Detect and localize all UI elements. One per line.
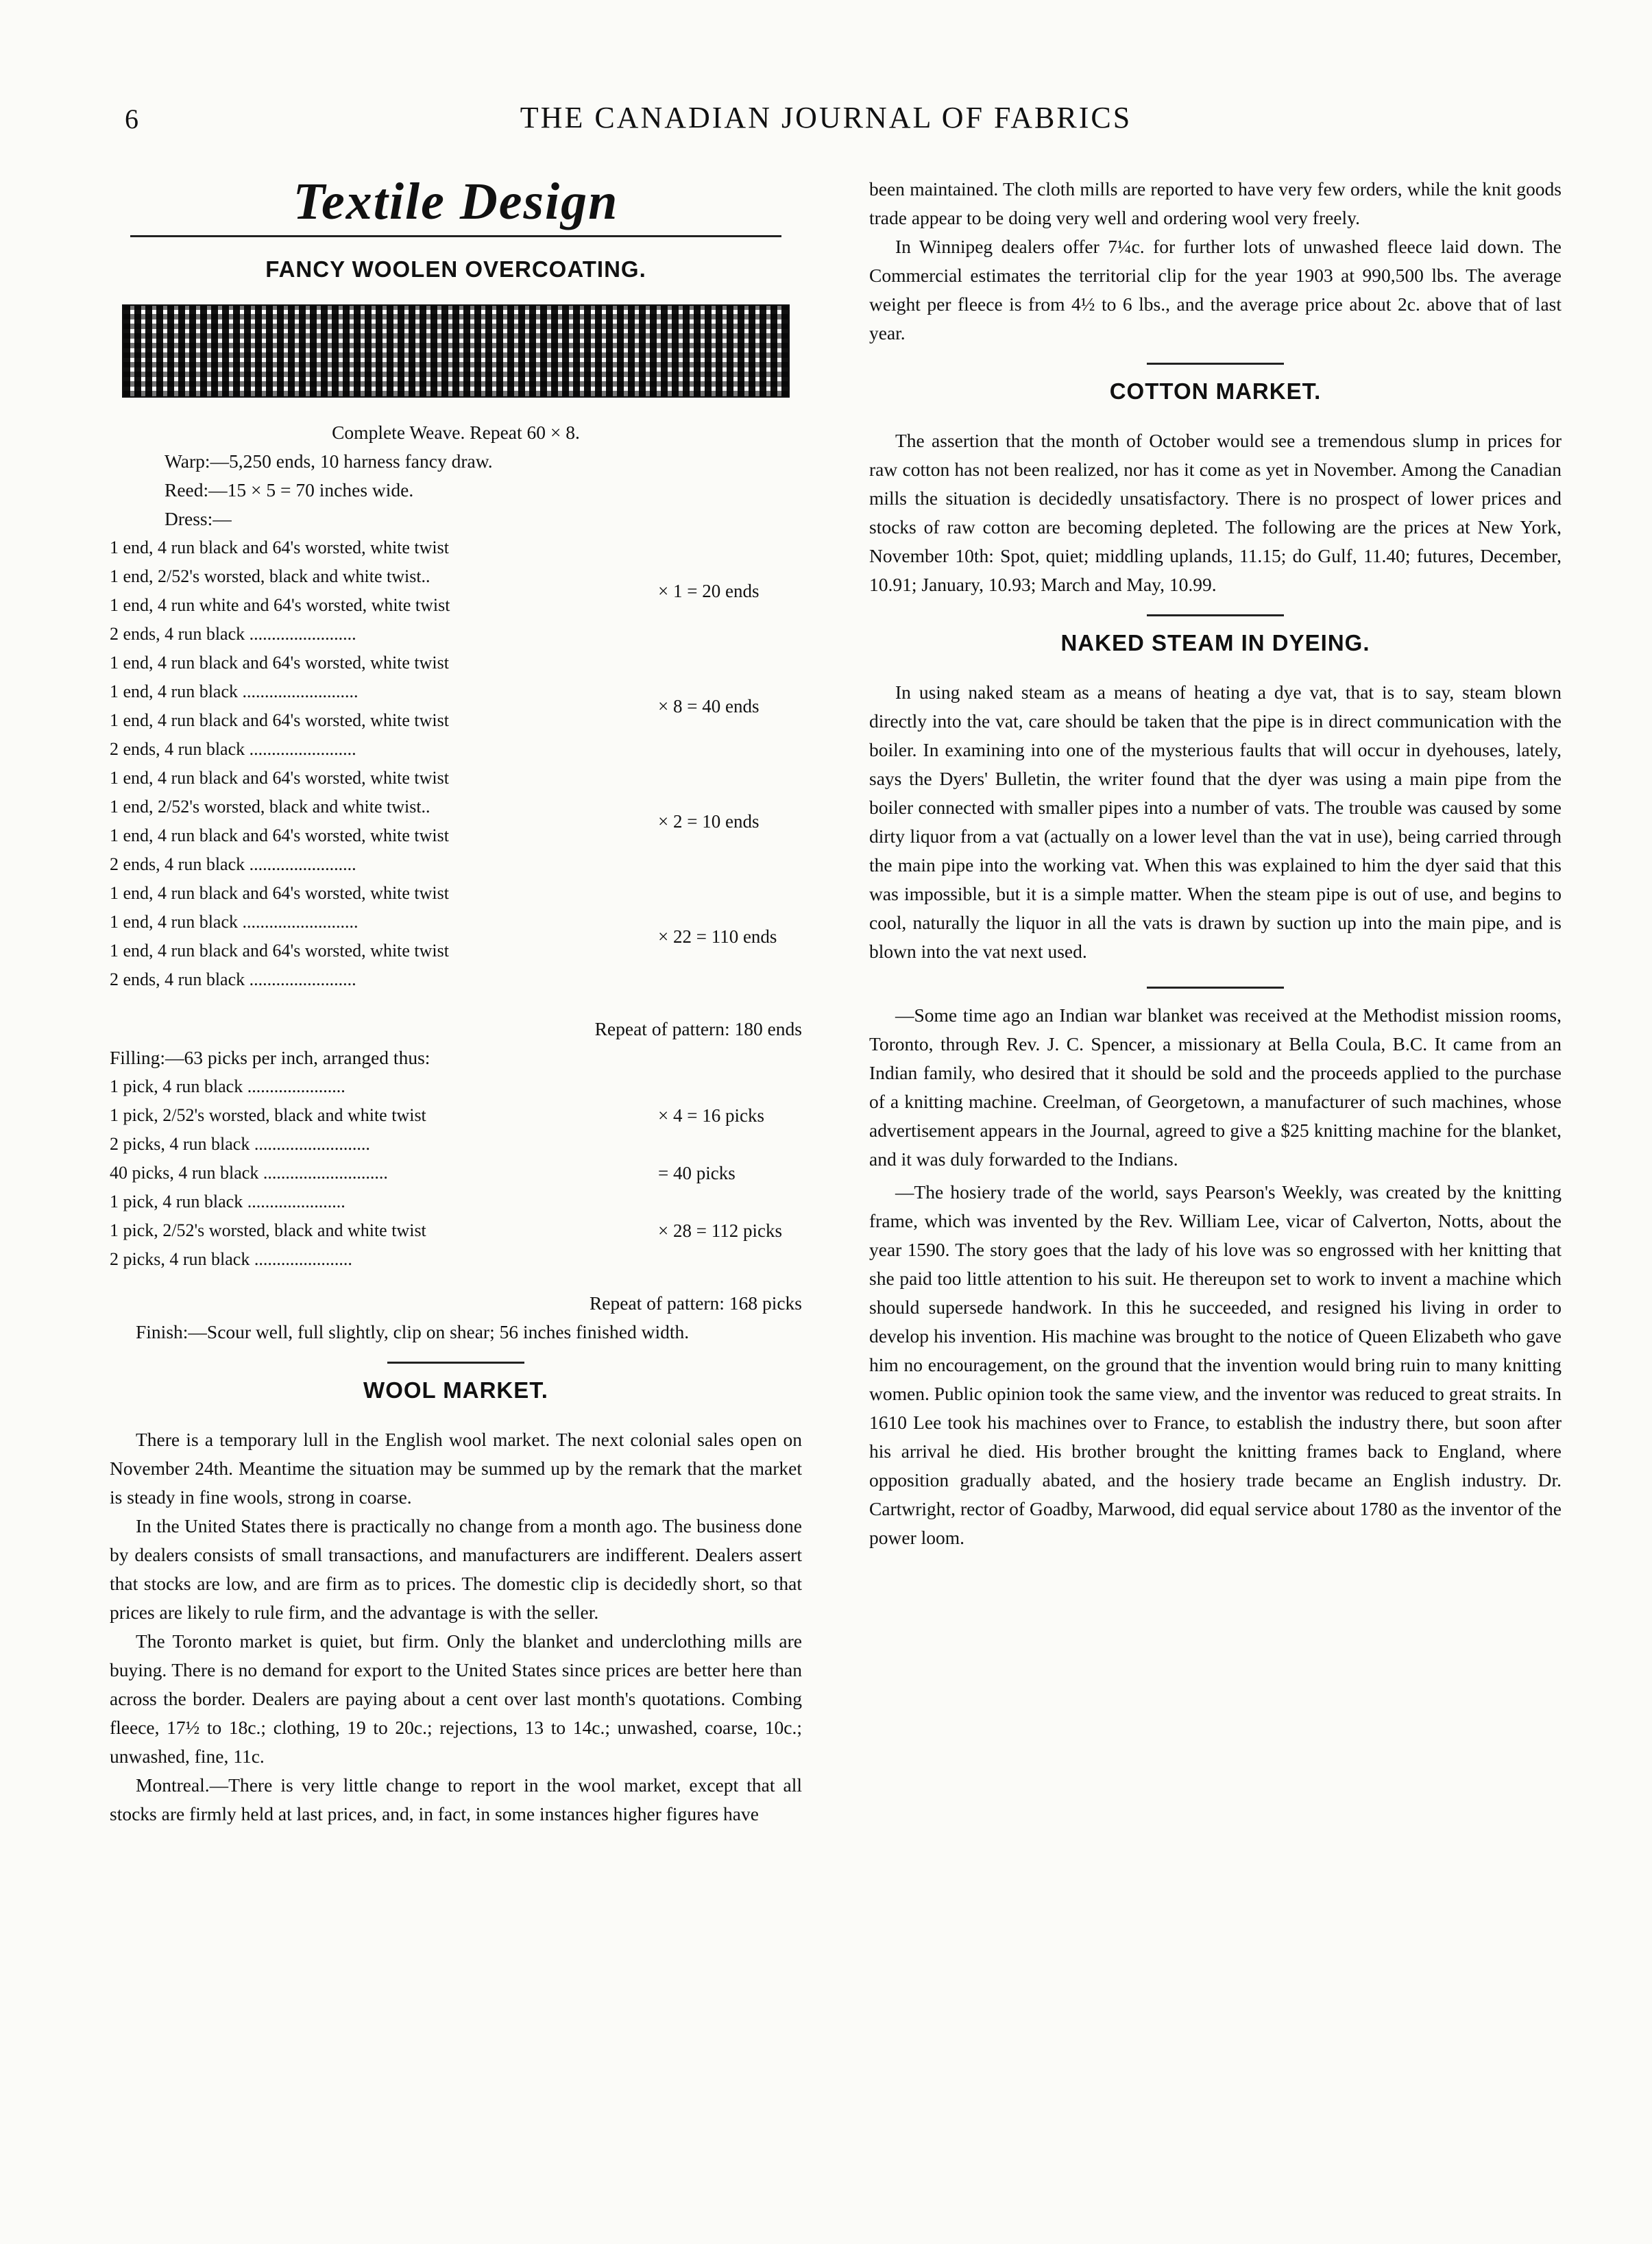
continued-paragraph: In Winnipeg dealers offer 7¼c. for further lots of unwashed fleece laid down. The Commercial estimates the territorial clip for the year 1903 at 990,500 lbs. The average weight per fleece is from 4½ to 6 lbs., and the average price about 2c. above that of last year. <box>869 236 1562 343</box>
notes-rule <box>1147 987 1284 989</box>
pattern-multiplier: × 1 = 20 ends <box>658 581 760 601</box>
wool-paragraph: Montreal.—There is very little change to report in the wool market, except that all stocks are firmly held at last prices, and, in fact, in some instances higher figures have <box>110 1774 802 1824</box>
pattern-line: 1 end, 2/52's worsted, black and white twist.. <box>110 566 430 586</box>
pattern-line: 2 picks, 4 run black .......................... <box>110 1134 370 1154</box>
pattern-multiplier: = 40 picks <box>658 1163 736 1183</box>
pattern-multiplier: × 22 = 110 ends <box>658 926 777 947</box>
overcoating-title: FANCY WOOLEN OVERCOATING. <box>265 256 646 282</box>
pattern-line: 40 picks, 4 run black ............................ <box>110 1163 388 1183</box>
steam-paragraph: In using naked steam as a means of heating a dye vat, that is to say, steam blown directly into the vat, care should be taken that the pipe is in direct communication with the boiler. In examining into one of the mysterious faults that will occur in dyehouses, lately, says the Dyers' Bulletin, the writer found that the dyer was using a main pipe from the boiler connected with smaller pipes into a number of vats. The trouble was caused by some dirty liquor from a vat (actually on a lower level than the vat in use), being carried through the main pipe into the working vat. When this was explained to him the dyer said that this was impossible, but it is a simple matter. When the steam pipe is out of use, and begins to cool, naturally the liquor in all the vats is drawn by suction up into the main pipe, and is blown into the vat next used. <box>869 681 1562 962</box>
pattern-line: 1 end, 4 run black and 64's worsted, white twist <box>110 710 449 730</box>
pattern-group <box>110 649 802 764</box>
warp-line: Warp:—5,250 ends, 10 harness fancy draw. <box>165 450 493 472</box>
pattern-line: 1 pick, 4 run black ...................... <box>110 1192 345 1211</box>
left-column <box>110 175 802 1829</box>
pattern-group <box>110 1187 802 1274</box>
weave-diagram <box>122 304 790 398</box>
weave-line: Complete Weave. Repeat 60 × 8. <box>332 422 580 443</box>
filling-groups <box>110 1072 802 1274</box>
note-paragraph: —The hosiery trade of the world, says Pearson's Weekly, was created by the knitting frame, which was invented by the Rev. William Lee, vicar of Calverton, Notts, about the year 1590. The story goes that the lady of his love was so engrossed with her knitting that she paid too little attention to his suit. He thereupon set to work to invent a machine which should supersede handwork. In this he succeeded, and resigned his living in order to develop his invention. His machine was brought to the notice of Queen Elizabeth who gave him no encouragement, on the ground that the invention would bring ruin to many knitting women. Public opinion took the same view, and the inventor was reduced to great straits. In 1610 Lee took his machines over to France, to establish the industry there, but soon after his arrival he died. His brother brought the knitting frames back to England, where opposition gradually abated, and the hosiery trade became an English industry. Dr. Cartwright, rector of Goadby, Marwood, did equal service about 1780 as the inventor of the power loom. <box>869 1181 1562 1548</box>
filling-line: Filling:—63 picks per inch, arranged thus: <box>110 1047 430 1068</box>
pattern-multiplier: × 8 = 40 ends <box>658 696 760 716</box>
pattern-line: 1 pick, 2/52's worsted, black and white twist <box>110 1105 426 1125</box>
masthead-rule <box>130 235 781 237</box>
pattern-line: 1 end, 2/52's worsted, black and white twist.. <box>110 797 430 817</box>
pattern-line: 2 ends, 4 run black ........................ <box>110 969 356 989</box>
wool-market-title: WOOL MARKET. <box>363 1377 548 1403</box>
pattern-group <box>110 1159 802 1187</box>
right-column <box>869 175 1562 1552</box>
cotton-rule <box>1147 363 1284 365</box>
repeat-warp: Repeat of pattern: 180 ends <box>594 1018 802 1039</box>
naked-steam-title: NAKED STEAM IN DYEING. <box>1060 630 1370 655</box>
pattern-line: 2 ends, 4 run black ........................ <box>110 739 356 759</box>
wool-paragraph: The Toronto market is quiet, but firm. Only the blanket and underclothing mills are buying. There is no demand for export to the United States since prices are better here than across the border. Dealers are paying about a cent over last month's quotations. Combing fleece, 17½ to 18c.; clothing, 19 to 20c.; rejections, 13 to 14c.; unwashed, coarse, 10c.; unwashed, fine, 11c. <box>110 1630 802 1767</box>
pattern-group <box>110 879 802 994</box>
pattern-line: 1 end, 4 run black and 64's worsted, white twist <box>110 941 449 961</box>
pattern-line: 1 pick, 4 run black ...................... <box>110 1076 345 1096</box>
pattern-line: 1 end, 4 run black and 64's worsted, white twist <box>110 825 449 845</box>
pattern-line: 1 end, 4 run black .......................... <box>110 912 359 932</box>
page-number: 6 <box>125 104 138 134</box>
pattern-line: 1 pick, 2/52's worsted, black and white twist <box>110 1220 426 1240</box>
pattern-line: 1 end, 4 run black and 64's worsted, white twist <box>110 768 449 788</box>
cotton-paragraph: The assertion that the month of October would see a tremendous slump in prices for raw cotton has not been realized, nor has it come as yet in November. Among the Canadian mills the situation is decidedly unsatisfactory. There is no prospect of lower prices and stocks of raw cotton are becoming depleted. The following are the prices at New York, November 10th: Spot, quiet; middling uplands, 11.15; do Gulf, 11.40; futures, December, 10.91; January, 10.93; March and May, 10.99. <box>869 430 1562 595</box>
finish-paragraph: Finish:—Scour well, full slightly, clip on shear; 56 inches finished width. <box>136 1321 690 1342</box>
wool-market-rule <box>387 1362 524 1364</box>
steam-rule <box>1147 614 1284 616</box>
pattern-line: 1 end, 4 run black and 64's worsted, white twist <box>110 653 449 673</box>
dress-label: Dress:— <box>165 508 232 529</box>
pattern-line: 2 ends, 4 run black ........................ <box>110 624 356 644</box>
masthead-textile-design: Textile Design <box>293 173 619 230</box>
pattern-line: 1 end, 4 run black and 64's worsted, white twist <box>110 538 449 557</box>
dress-groups <box>110 533 802 994</box>
pattern-group <box>110 1072 802 1159</box>
running-head: THE CANADIAN JOURNAL OF FABRICS <box>520 101 1132 134</box>
pattern-group <box>110 533 802 649</box>
wool-paragraph: There is a temporary lull in the English wool market. The next colonial sales open on November 24th. Meantime the situation may be summed up by the remark that the market is steady in fine wools, strong in coarse. <box>110 1429 802 1508</box>
cotton-market-title: COTTON MARKET. <box>1109 378 1322 404</box>
pattern-line: 2 picks, 4 run black ...................... <box>110 1249 352 1269</box>
pattern-line: 1 end, 4 run black and 64's worsted, white twist <box>110 883 449 903</box>
note-paragraph: —Some time ago an Indian war blanket was received at the Methodist mission rooms, Toronto, through Rev. J. C. Spencer, a missionary at Bella Coula, B.C. It came from an Indian family, who desired that it should be sold and the proceeds applied to the purchase of a knitting machine. Creelman, of Georgetown, a manufacturer of such machines, whose advertisement appears in the Journal, agreed to give a $25 knitting machine for the blanket, and it was duly forwarded to the Indians. <box>869 1004 1562 1170</box>
repeat-filling: Repeat of pattern: 168 picks <box>589 1292 802 1314</box>
pattern-group <box>110 764 802 879</box>
continued-paragraph: been maintained. The cloth mills are reported to have very few orders, while the knit goods trade appear to be doing very well and ordering wool very freely. <box>869 178 1562 228</box>
pattern-line: 2 ends, 4 run black ........................ <box>110 854 356 874</box>
reed-line: Reed:—15 × 5 = 70 inches wide. <box>165 479 414 500</box>
pattern-line: 1 end, 4 run black .......................... <box>110 681 359 701</box>
pattern-multiplier: × 2 = 10 ends <box>658 811 760 832</box>
pattern-line: 1 end, 4 run white and 64's worsted, white twist <box>110 595 450 615</box>
pattern-multiplier: × 4 = 16 picks <box>658 1105 764 1126</box>
wool-paragraph: In the United States there is practically no change from a month ago. The business done by dealers consists of small transactions, and manufacturers are indifferent. Dealers assert that stocks are low, and are firm as to prices. The domestic clip is decidedly short, so that prices are likely to rule firm, and the advantage is with the seller. <box>110 1515 802 1623</box>
pattern-multiplier: × 28 = 112 picks <box>658 1220 782 1241</box>
